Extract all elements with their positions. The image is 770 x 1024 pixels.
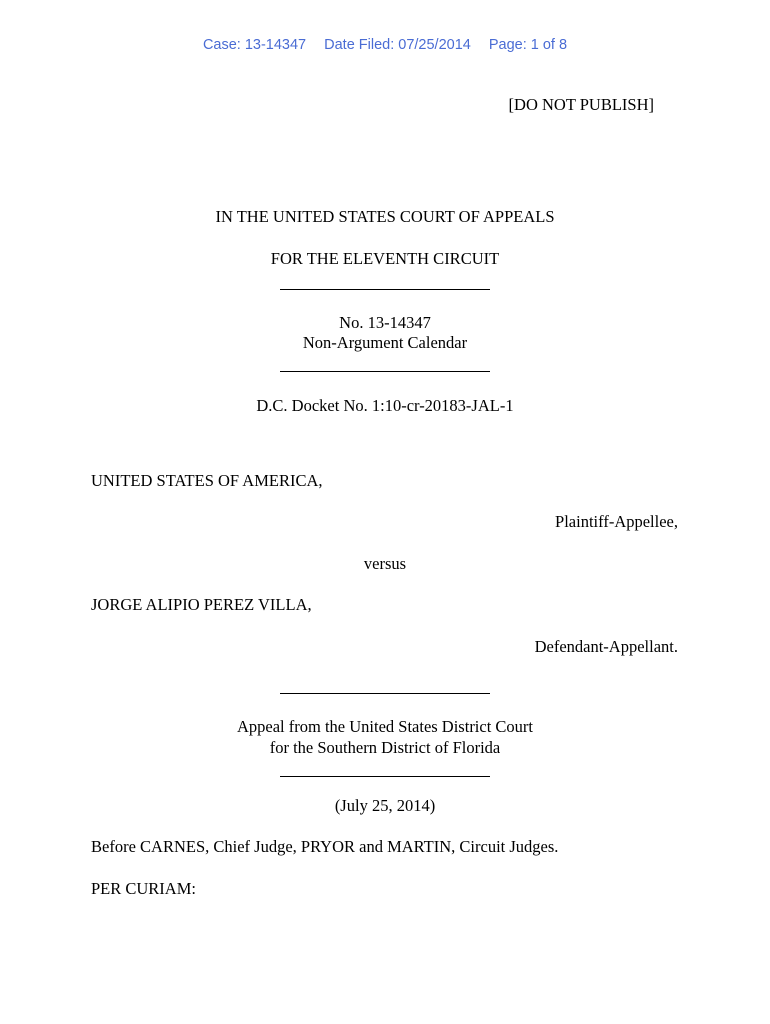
divider-rule xyxy=(280,693,490,694)
appeal-district: for the Southern District of Florida xyxy=(269,738,501,757)
appeal-origin: Appeal from the United States District Court xyxy=(236,717,534,736)
publish-notice: [DO NOT PUBLISH] xyxy=(508,95,654,114)
calendar-type: Non-Argument Calendar xyxy=(302,333,468,352)
divider-rule xyxy=(280,371,490,372)
circuit-name: FOR THE ELEVENTH CIRCUIT xyxy=(270,249,500,268)
docket-number: D.C. Docket No. 1:10-cr-20183-JAL-1 xyxy=(256,396,514,415)
court-name: IN THE UNITED STATES COURT OF APPEALS xyxy=(215,207,555,226)
defendant-name: JORGE ALIPIO PEREZ VILLA, xyxy=(91,595,312,614)
divider-rule xyxy=(280,289,490,290)
filing-stamp xyxy=(0,37,770,53)
panel-judges: Before CARNES, Chief Judge, PRYOR and MARTIN, Circuit Judges. xyxy=(91,837,559,856)
page-stamp: Page: 1 of 8 xyxy=(488,37,568,53)
case-number-stamp: Case: 13-14347 xyxy=(202,37,307,53)
plaintiff-name: UNITED STATES OF AMERICA, xyxy=(91,471,323,490)
case-number: No. 13-14347 xyxy=(339,313,431,332)
date-filed-stamp: Date Filed: 07/25/2014 xyxy=(324,37,471,53)
divider-rule xyxy=(280,776,490,777)
defendant-role: Defendant-Appellant. xyxy=(534,637,678,656)
decision-date: (July 25, 2014) xyxy=(334,796,436,815)
versus-text: versus xyxy=(363,554,407,573)
plaintiff-role: Plaintiff-Appellee, xyxy=(555,512,678,531)
opinion-heading: PER CURIAM: xyxy=(91,879,196,898)
